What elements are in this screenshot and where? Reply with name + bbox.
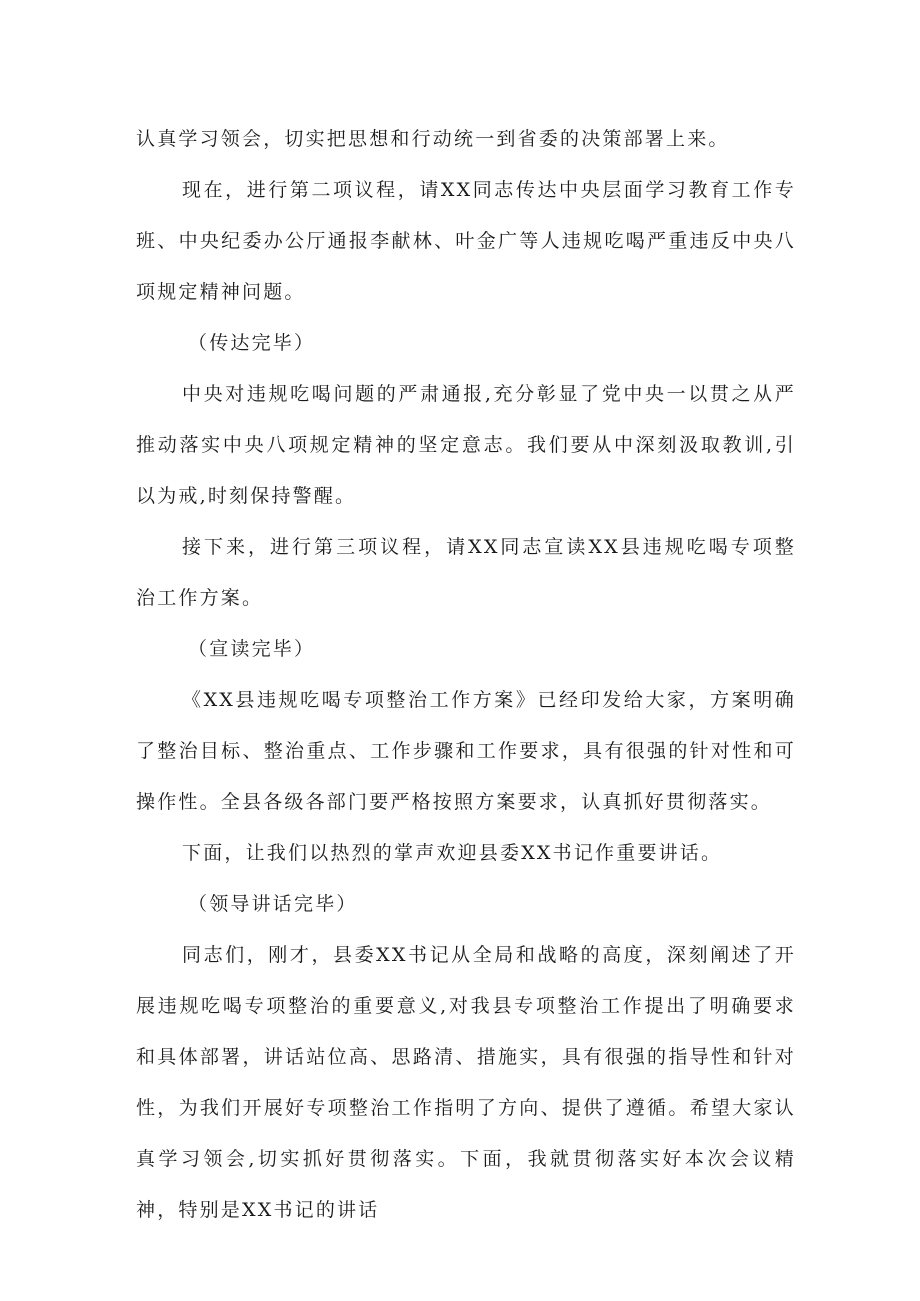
- note-relay-complete: （传达完毕）: [188, 332, 316, 354]
- paragraph-continuation: 认真学习领会，切实把思想和行动统一到省委的决策部署上来。: [136, 128, 730, 150]
- paragraph-work-plan: 《XX县违规吃喝专项整治工作方案》已经印发给大家，方案明确了整治目标、整治重点、工作步骤和工作要求，具有很强的针对性和可操作性。全县各级各部门要严格按照方案要求，认真抓好贯彻落实。: [136, 689, 796, 813]
- paragraph-summary: 同志们，刚才，县委XX书记从全局和战略的高度，深刻阐述了开展违规吃喝专项整治的重要意义,对我县专项整治工作提出了明确要求和具体部署，讲话站位高、思路清、措施实，具有很强的指导性和针对性，为我们开展好专项整治工作指明了方向、提供了遵循。希望大家认真学习领会,切实抓好贯彻落实。下面，我就贯彻落实好本次会议精神，特别是XX书记的讲话: [136, 944, 796, 1221]
- paragraph-third-agenda: 接下来，进行第三项议程，请XX同志宣读XX县违规吃喝专项整治工作方案。: [136, 536, 796, 609]
- paragraph-welcome-speech: 下面，让我们以热烈的掌声欢迎县委XX书记作重要讲话。: [182, 842, 723, 864]
- note-reading-complete: （宣读完毕）: [188, 638, 316, 660]
- note-speech-complete: （领导讲话完毕）: [188, 893, 358, 915]
- paragraph-second-agenda: 现在，进行第二项议程，请XX同志传达中央层面学习教育工作专班、中央纪委办公厅通报李献林、叶金广等人违规吃喝严重违反中央八项规定精神问题。: [136, 179, 796, 303]
- document-body: [136, 114, 796, 1236]
- paragraph-central-notice: 中央对违规吃喝问题的严肃通报,充分彰显了党中央一以贯之从严推动落实中央八项规定精神的坚定意志。我们要从中深刻汲取教训,引以为戒,时刻保持警醒。: [136, 383, 796, 507]
